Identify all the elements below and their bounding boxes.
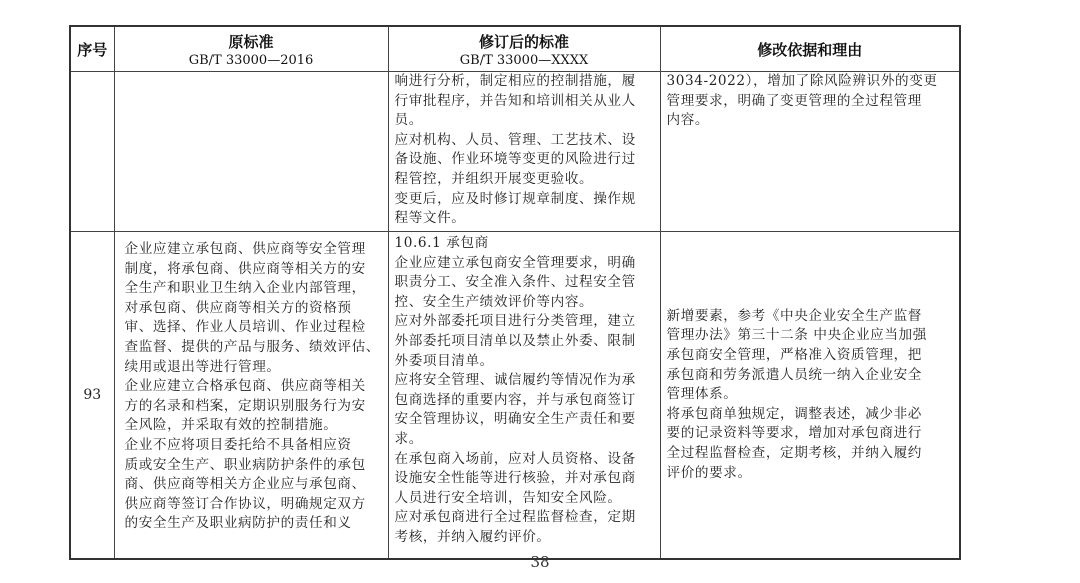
standard-comparison-table [69,25,961,560]
page-number: 38 [530,553,550,571]
text-line: 行审批程序，并告知和培训相关从业人 [394,92,636,109]
text-line: 管理要求，明确了变更管理的全过程管理 [666,92,922,109]
text-line: 企业应建立承包商安全管理要求，明确 [394,254,636,271]
header-seq: 序号 [70,26,114,72]
header-original [114,26,388,72]
text-line: 评价的要求。 [666,464,752,481]
text-line: 变更后，应及时修订规章制度、操作规 [394,190,636,207]
cell-reason-93 [660,232,960,560]
header-revised [388,26,660,72]
cell-original-continued [114,72,388,232]
text-line: 承包商和劳务派遣人员统一纳入企业安全 [666,366,922,383]
text-line: 设施安全性能等进行核验，并对承包商 [394,470,636,487]
header-revised-title: 修订后的标准 [478,32,569,51]
text-line: 考核，并纳入履约评价。 [394,528,551,545]
text-line: 安全管理协议，明确安全生产责任和要 [394,411,636,428]
header-revised-code: GB/T 33000—XXXX [459,52,589,68]
text-line: 查监督、提供的产品与服务、绩效评估、 [124,338,380,355]
cell-seq-93: 93 [70,232,114,560]
text-line: 全生产和职业卫生纳入企业内部管理， [124,280,366,297]
text-line: 在承包商入场前，应对人员资格、设备 [394,450,636,467]
text-line: 外委项目清单。 [394,352,494,369]
text-line: 商、供应商等相关方企业应与承包商、 [124,476,366,493]
text-line: 全过程监督检查，定期考核，并纳入履约 [666,444,922,461]
text-line: 人员进行安全培训，告知安全风险。 [394,489,622,506]
text-line: 应将安全管理、诚信履约等情况作为承 [394,372,636,389]
text-line: 方的名录和档案，定期识别服务行为安 [124,397,366,414]
cell-original-93 [114,232,388,560]
text-line: 内容。 [666,112,710,129]
text-line: 审、选择、作业人员培训、作业过程检 [124,319,366,336]
text-line: 管理体系。 [666,386,738,403]
table-header-row [70,26,960,72]
text-line: 企业应建立承包商、供应商等安全管理 [124,241,366,257]
text-line: 管理办法》第三十二条 中央企业应当加强 [666,327,927,344]
text-line: 应对机构、人员、管理、工艺技术、设 [394,131,636,148]
cell-reason-continued [660,72,960,232]
text-line: 应对外部委托项目进行分类管理，建立 [394,313,636,330]
text-line: 程等文件。 [394,210,466,227]
text-line: 控、安全生产绩效评价等内容。 [394,293,594,310]
text-line: 3034-2022），增加了除风险辨识外的变更 [666,73,938,89]
text-line: 响进行分析，制定相应的控制措施，履 [394,73,636,89]
text-line: 程管控，并组织开展变更验收。 [394,170,594,187]
text-line: 将承包商单独规定，调整表述，减少非必 [666,405,922,422]
cell-revised-continued [388,72,660,232]
text-line: 全风险，并采取有效的控制措施。 [124,417,338,434]
table-row-continued [70,72,960,232]
table-row-93 [70,232,960,560]
text-line: 10.6.1 承包商 [394,235,489,251]
text-line: 续用或退出等进行管理。 [124,358,281,375]
header-original-code: GB/T 33000—2016 [188,52,314,68]
text-line: 企业不应将项目委托给不具备相应资 [124,436,352,453]
text-line: 求。 [394,430,423,447]
header-original-title: 原标准 [228,32,274,51]
text-line: 外部委托项目清单以及禁止外委、限制 [394,332,636,349]
text-line: 承包商安全管理，严格准入资质管理，把 [666,347,922,364]
text-line: 对承包商、供应商等相关方的资格预 [124,299,352,316]
text-line: 制度，将承包商、供应商等相关方的安 [124,260,366,277]
text-line: 应对承包商进行全过程监督检查，定期 [394,509,636,526]
header-reason: 修改依据和理由 [660,26,960,72]
text-line: 要的记录资料等要求，增加对承包商进行 [666,425,922,442]
text-line: 供应商等签订合作协议，明确规定双方 [124,495,366,512]
text-line: 企业应建立合格承包商、供应商等相关 [124,378,366,395]
text-line: 备设施、作业环境等变更的风险进行过 [394,151,636,168]
cell-revised-93 [388,232,660,560]
text-line: 新增要素，参考《中央企业安全生产监督 [666,307,922,324]
text-line: 的安全生产及职业病防护的责任和义 [124,515,352,532]
text-line: 职责分工、安全准入条件、过程安全管 [394,274,636,291]
text-line: 质或安全生产、职业病防护条件的承包 [124,456,366,473]
text-line: 包商选择的重要内容，并与承包商签订 [394,391,636,408]
text-line: 员。 [394,112,423,129]
cell-seq-continued [70,72,114,232]
